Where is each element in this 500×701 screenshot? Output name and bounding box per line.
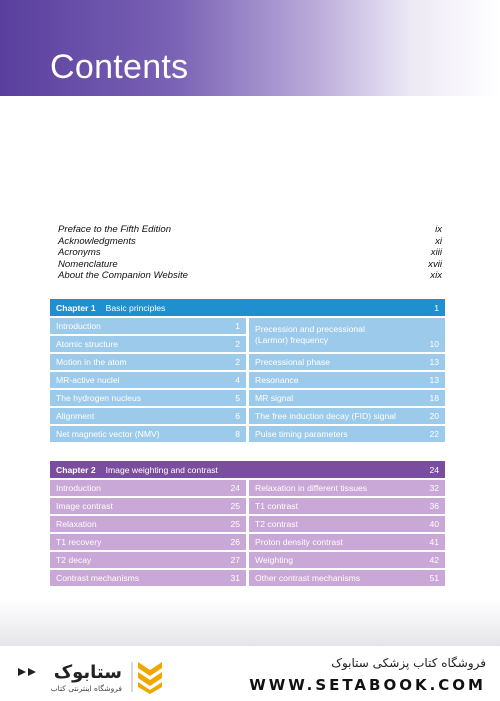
toc-entry[interactable] [249,372,445,388]
toc-entry-label: Weighting [255,555,294,565]
toc-entry[interactable] [50,336,246,352]
toc-entry[interactable] [50,534,246,550]
toc-entry-page: 8 [235,429,240,439]
toc-entry-label: T2 decay [56,555,92,565]
page-shadow [0,600,500,645]
toc-entry-label: Net magnetic vector (NMV) [56,429,160,439]
toc-entry-label: Motion in the atom [56,357,127,367]
front-matter-label: Acknowledgments [58,235,136,247]
toc-entry-label: Relaxation [56,519,97,529]
chapter-1-left-column [50,318,246,444]
toc-entry[interactable] [249,408,445,424]
toc-entry-label: MR-active nuclei [56,375,120,385]
toc-entry[interactable] [249,570,445,586]
toc-entry[interactable] [249,354,445,370]
toc-entry-page: 22 [429,429,439,439]
front-matter-item[interactable] [58,224,442,236]
toc-entry[interactable] [249,534,445,550]
svg-text:فروشگاه اینترنتی کتاب: فروشگاه اینترنتی کتاب [50,684,122,693]
front-matter-item[interactable] [58,247,442,259]
toc-entry-label: Alignment [56,411,95,421]
front-matter-label: Acronyms [58,247,101,259]
chapter-number: Chapter 2 [56,464,96,475]
toc-entry-label: Proton density contrast [255,537,343,547]
toc-entry[interactable] [50,390,246,406]
chapter-title: Image weighting and contrast [105,464,218,475]
toc-entry-label: Image contrast [56,501,113,511]
toc-entry-page: 25 [230,519,240,529]
toc-entry-page: 27 [230,555,240,565]
toc-entry-page: 6 [235,411,240,421]
chapter-page: 1 [434,302,439,313]
toc-entry-page: 20 [429,411,439,421]
front-matter-page: xix [430,270,442,282]
front-matter-item[interactable] [58,270,442,282]
toc-entry-page: 36 [429,501,439,511]
toc-entry-label: T1 contrast [255,501,298,511]
chapter-2-header[interactable] [50,461,445,478]
toc-entry[interactable] [50,480,246,496]
chapter-2-right-column [249,480,445,588]
toc-entry[interactable] [249,318,445,352]
toc-entry[interactable] [249,480,445,496]
toc-entry-label: MR signal [255,393,294,403]
chapter-title: Basic principles [105,302,166,313]
front-matter-page: ix [435,224,442,235]
toc-entry[interactable] [50,498,246,514]
toc-entry[interactable] [249,516,445,532]
toc-entry-label: Precessional phase [255,357,331,367]
toc-entry[interactable] [50,552,246,568]
setabook-logo-icon [10,656,170,696]
front-matter-page: xi [435,235,442,247]
front-matter-label: Preface to the Fifth Edition [58,224,172,235]
toc-entry-page: 51 [429,573,439,583]
chapter-page: 24 [429,464,439,475]
toc-entry-page: 24 [230,483,240,493]
toc-entry[interactable] [249,426,445,442]
toc-entry[interactable] [249,390,445,406]
toc-entry-page: 13 [429,357,439,367]
chapter-1-section [50,299,445,444]
footer-banner [0,645,500,701]
front-matter-item[interactable] [58,236,442,248]
toc-entry-page: 1 [235,321,240,331]
front-matter-label: Nomenclature [58,258,118,270]
toc-entry-label: Resonance [255,375,299,385]
toc-entry-label: T2 contrast [255,519,298,529]
toc-entry-label: The free induction decay (FID) signal [255,411,396,421]
toc-entry[interactable] [50,318,246,334]
front-matter-label: About the Companion Website [58,270,188,282]
toc-entry-page: 5 [235,393,240,403]
toc-entry-label: Precession and precessional (Larmor) frequency [255,323,365,345]
front-matter-item[interactable] [58,259,442,271]
toc-entry[interactable] [249,498,445,514]
front-matter-page: xiii [430,247,442,259]
toc-entry-label: Introduction [56,321,101,331]
toc-entry-label: Atomic structure [56,339,119,349]
toc-entry-page: 25 [230,501,240,511]
svg-text:ستابوک: ستابوک [53,662,122,683]
toc-entry-label: T1 recovery [56,537,102,547]
toc-entry-label: Contrast mechanisms [56,573,140,583]
toc-entry-page: 32 [429,483,439,493]
toc-entry-page: 41 [429,537,439,547]
toc-entry-label: Relaxation in different tissues [255,483,368,493]
toc-entry[interactable] [50,408,246,424]
chapter-1-header[interactable] [50,299,445,316]
toc-entry[interactable] [50,570,246,586]
toc-entry-page: 26 [230,537,240,547]
toc-entry-page: 18 [429,393,439,403]
chapter-2-left-column [50,480,246,588]
toc-entry-page: 2 [235,339,240,349]
toc-entry-page: 31 [230,573,240,583]
toc-entry[interactable] [50,354,246,370]
toc-entry-page: 10 [429,339,439,349]
toc-entry-page: 13 [429,375,439,385]
toc-entry-label: Other contrast mechanisms [255,573,361,583]
toc-entry-page: 42 [429,555,439,565]
toc-entry-page: 2 [235,357,240,367]
store-url[interactable]: WWW.SETABOOK.COM [249,676,486,694]
toc-entry-label: The hydrogen nucleus [56,393,142,403]
chapter-number: Chapter 1 [56,302,96,313]
chapter-1-right-column [249,318,445,444]
chapter-2-section [50,461,445,588]
header-banner [0,0,500,96]
store-name: فروشگاه کتاب پزشکی ستابوک [331,656,486,670]
toc-entry[interactable] [50,426,246,442]
toc-entry-page: 4 [235,375,240,385]
toc-entry[interactable] [50,372,246,388]
front-matter-list [58,224,442,282]
toc-entry-label: Pulse timing parameters [255,429,348,439]
page-title: Contents [50,48,189,86]
toc-entry-page: 40 [429,519,439,529]
toc-entry[interactable] [249,552,445,568]
front-matter-page: xvii [428,258,442,270]
toc-entry[interactable] [50,516,246,532]
toc-entry-label: Introduction [56,483,101,493]
